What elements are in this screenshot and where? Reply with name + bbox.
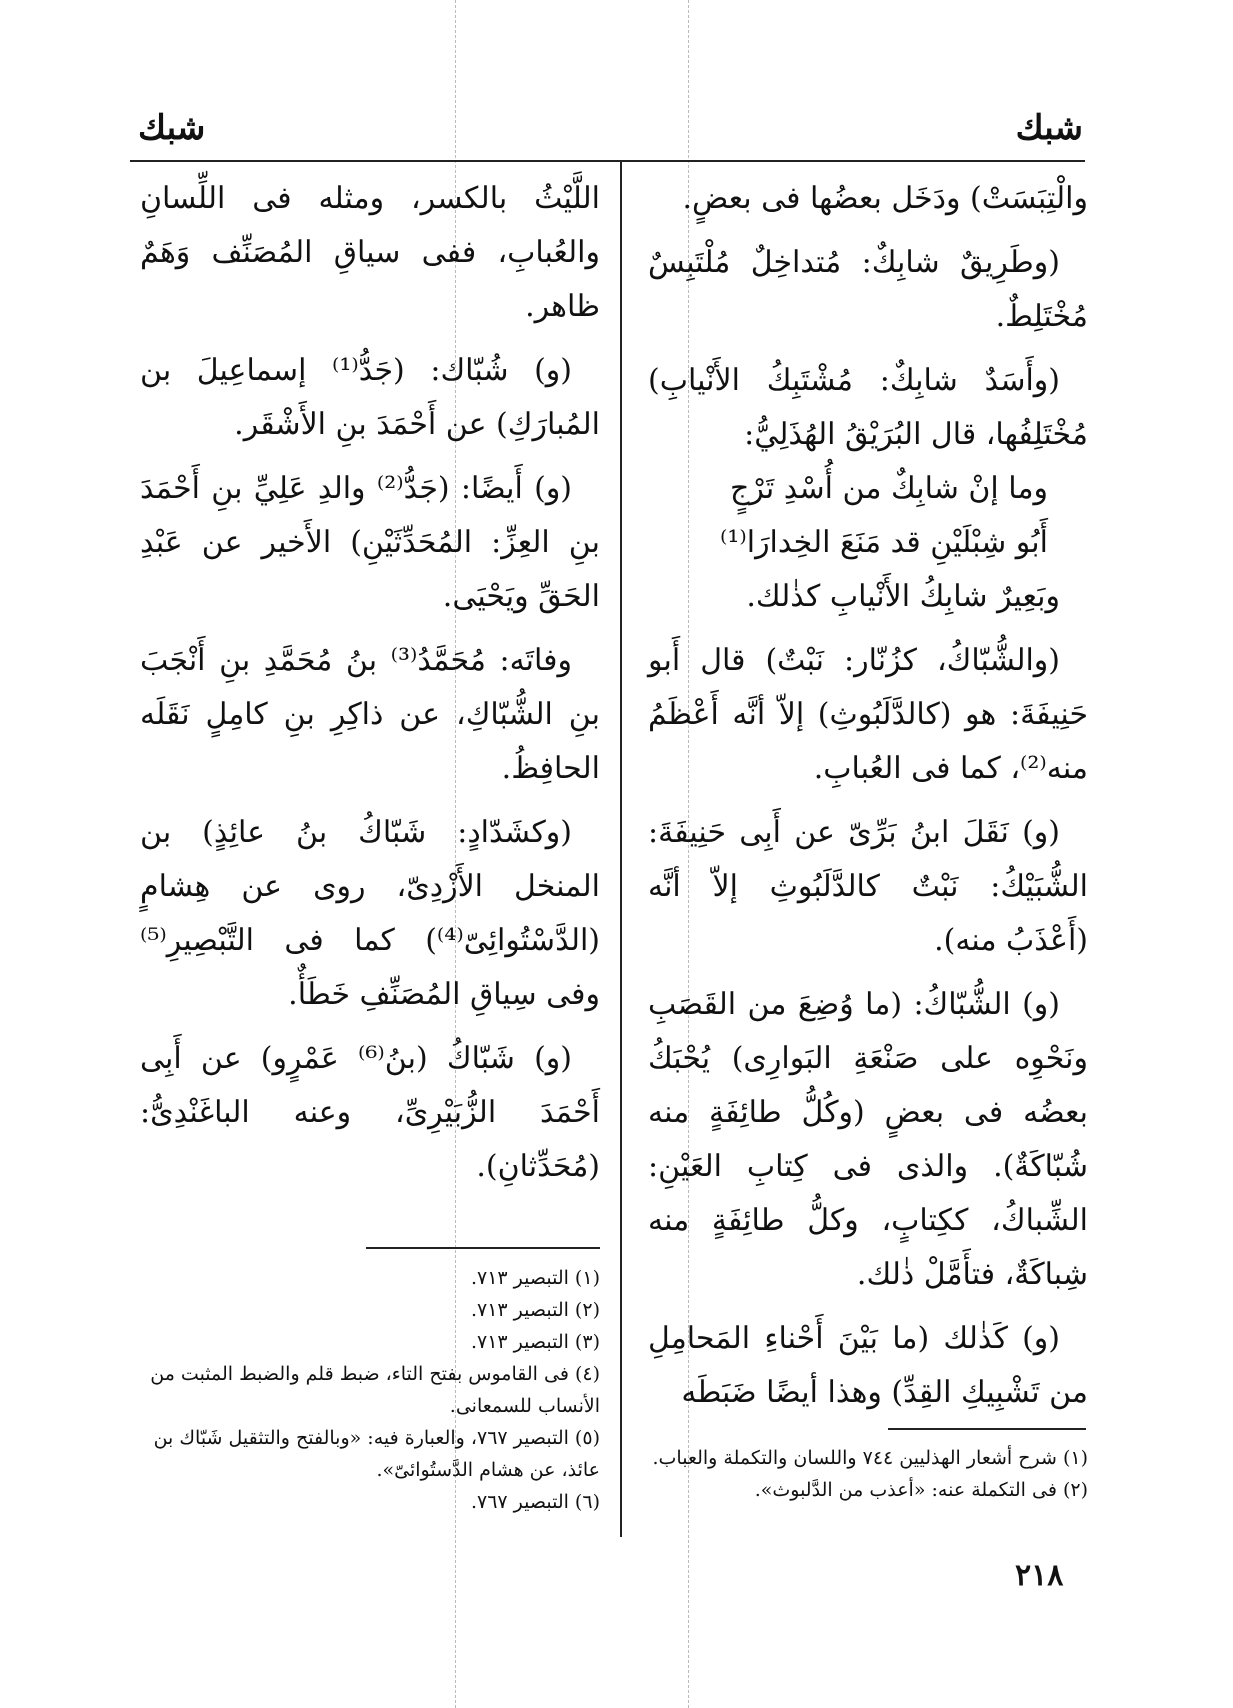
paragraph: (و) شَبّاكُ (بنُ⁽⁶⁾ عَمْرٍو) عن أَبِى أَحْمَدَ الزُّبَيْرِىِّ، وعنه الباغَنْدِىُّ: (مُحَدِّثانِ). bbox=[140, 1041, 600, 1184]
paragraph: (و) شُبّاك: (جَدُّ⁽¹⁾ إسماعِيلَ بن المُبارَكِ) عن أَحْمَدَ بنِ الأَشْقَر. bbox=[140, 353, 600, 442]
paragraph: (و) أَيضًا: (جَدُّ⁽²⁾ والدِ عَلِيِّ بنِ أَحْمَدَ بنِ العِزِّ: المُحَدِّثَيْنِ) الأَخير عن عَبْدِ الحَقِّ ويَحْيَى. bbox=[140, 471, 600, 614]
footnote: (١) التبصير ٧١٣. bbox=[470, 1267, 600, 1289]
poem-verse: أَبُو شِبْلَيْنِ قد مَنَعَ الخِدارَا⁽¹⁾ bbox=[719, 525, 1048, 560]
right-column bbox=[648, 172, 1088, 1430]
header-entry-word-right: شبك bbox=[1015, 108, 1083, 148]
left-column bbox=[140, 172, 600, 1204]
right-footnotes bbox=[648, 1442, 1088, 1506]
footnote: (٥) التبصير ٧٦٧، والعبارة فيه: «وبالفتح والتثقيل شَبّاك بن عائذ، عن هشام الدَّستُوائىّ». bbox=[153, 1427, 600, 1481]
left-footnotes bbox=[140, 1262, 600, 1518]
footnote: (٤) فى القاموس بفتح التاء، ضبط قلم والضبط المثبت من الأنساب للسمعانى. bbox=[150, 1363, 600, 1417]
footnote: (٢) فى التكملة عنه: «أعذب من الدَّلبوث». bbox=[754, 1479, 1088, 1501]
page-number: ٢١٨ bbox=[1015, 1558, 1064, 1593]
paragraph: اللَّيْثُ بالكسر، ومثله فى اللِّسانِ والعُبابِ، ففى سياقِ المُصَنِّف وَهَمٌ ظاهر. bbox=[140, 181, 600, 324]
footnote: (١) شرح أشعار الهذليين ٧٤٤ واللسان والتكملة والعباب. bbox=[652, 1447, 1088, 1469]
paragraph: (والشُّبّاكُ، كزُنّار: نَبْتٌ) قال أَبو حَنِيفَةَ: هو (كالدَّلَبُوثِ) إلاّ أنَّه أَعْظَمُ منه⁽²⁾، كما فى العُبابِ. bbox=[648, 643, 1088, 786]
paragraph: (وأَسَدٌ شابِكٌ: مُشْتَبِكُ الأَنْيابِ) مُخْتَلِفُها، قال البُرَيْقُ الهُذَلِيُّ: bbox=[648, 363, 1088, 452]
poem-verse: وما إنْ شابِكٌ من أُسْدِ تَرْجٍ bbox=[729, 471, 1048, 506]
paragraph: (و) نَقَلَ ابنُ بَرِّىّ عن أَبِى حَنِيفَةَ: الشُّبَيْكُ: نَبْتٌ كالدَّلَبُوثِ إلاّ أنَّه (أَعْذَبُ منه). bbox=[648, 815, 1088, 958]
footnote: (٦) التبصير ٧٦٧. bbox=[470, 1491, 600, 1513]
paragraph: (و) كَذٰلك (ما بَيْنَ أَحْناءِ المَحامِلِ من تَشْبِيكِ القِدِّ) وهذا أيضًا ضَبَطَه bbox=[648, 1321, 1088, 1410]
paragraph: والْتِبَسَتْ) ودَخَل بعضُها فى بعضٍ. bbox=[682, 181, 1088, 216]
footnote-separator bbox=[888, 1428, 1086, 1430]
paragraph: (و) الشُّبّاكُ: (ما وُضِعَ من القَصَبِ ونَحْوِه على صَنْعَةِ البَوارِى) يُحْبَكُ بعضُه فى بعضٍ (وكُلُّ طائِفَةٍ منه شُبّاكَةٌ). والذى فى كِتابِ العَيْنِ: الشِّباكُ، ككِتابٍ، وكلُّ طائِفَةٍ منه شِباكَةٌ، فتأَمَّلْ ذٰلك. bbox=[648, 987, 1088, 1292]
header-entry-word-left: شبك bbox=[138, 108, 206, 148]
column-divider bbox=[620, 162, 622, 1537]
footnote: (٣) التبصير ٧١٣. bbox=[470, 1331, 600, 1353]
footnote: (٢) التبصير ٧١٣. bbox=[470, 1299, 600, 1321]
paragraph: وبَعِيرٌ شابِكُ الأَنْيابِ كذٰلك. bbox=[746, 579, 1060, 614]
footnote-separator bbox=[366, 1247, 600, 1249]
paragraph: وفاتَه: مُحَمَّدُ⁽³⁾ بنُ مُحَمَّدِ بنِ أَنْجَبَ بنِ الشُّبّاكِ، عن ذاكِرِ بنِ كامِلٍ نَقَلَه الحافِظُ. bbox=[140, 643, 600, 786]
header-rule bbox=[130, 160, 1085, 162]
paragraph: (وكشَدّادٍ: شَبّاكُ بنُ عائِذٍ) بن المنخل الأَزْدِىّ، روى عن هِشامٍ (الدَّسْتُوائِىّ⁽⁴⁾) كما فى التَّبْصِيرِ⁽⁵⁾ وفى سِياقِ المُصَنِّفِ خَطَأٌ. bbox=[140, 815, 600, 1012]
paragraph: (وطَرِيقٌ شابِكٌ: مُتداخِلٌ مُلْتَبِسٌ مُخْتَلِطٌ. bbox=[648, 245, 1088, 334]
